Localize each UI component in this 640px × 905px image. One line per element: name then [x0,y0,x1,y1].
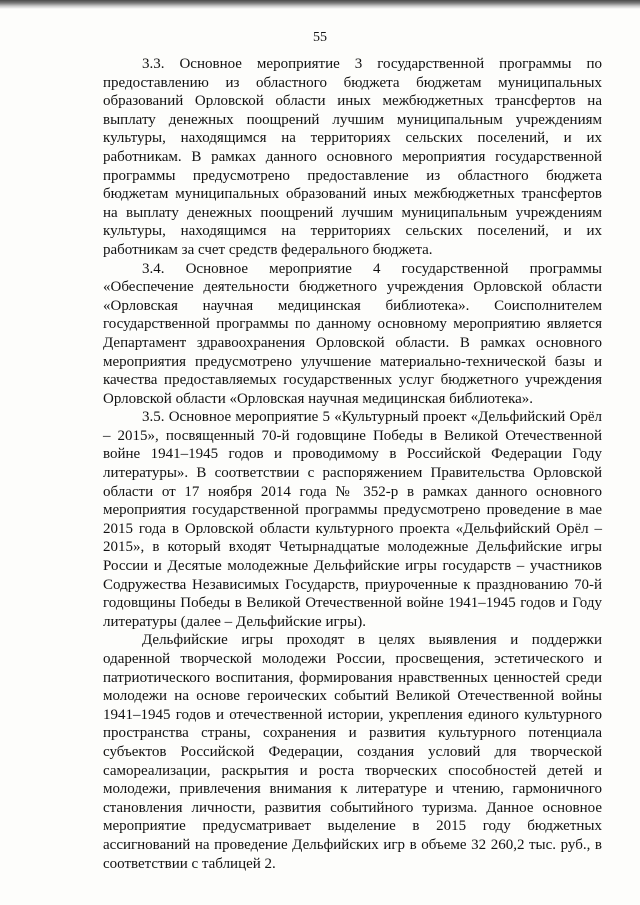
paragraph-3-3: 3.3. Основное мероприятие 3 государственной программы по предоставлению из областного бюджета бюджетам муниципальных образований Орловской области иных межбюджетных трансфертов на выплату денежных поощрений лучшим муниципальным учреждениям культуры, находящимся на территориях сельских поселений, и их работникам. В рамках данного основного мероприятия государственной программы предусмотрено предоставление из областного бюджета бюджетам муниципальных образований иных межбюджетных трансфертов на выплату денежных поощрений лучшим муниципальным учреждениям культуры, находящимся на территориях сельских поселений, и их работникам за счет средств федерального бюджета. [103,56,602,258]
paragraph-3-4: 3.4. Основное мероприятие 4 государственной программы «Обеспечение деятельности бюджетного учреждения Орловской области «Орловская научная медицинская библиотека». Соисполнителем государственной программы по данному основному мероприятию является Департамент здравоохранения Орловской области. В рамках основного мероприятия предусмотрено улучшение материально-технической базы и качества предоставляемых государственных услуг бюджетного учреждения Орловской области «Орловская научная медицинская библиотека». [103,260,602,407]
document-body [103,55,602,873]
paragraph-3-5: 3.5. Основное мероприятие 5 «Культурный проект «Дельфийский Орёл – 2015», посвященный 70-й годовщине Победы в Великой Отечественной войне 1941–1945 годов и проводимому в Российской Федерации Году литературы». В соответствии с распоряжением Правительства Орловской области от 17 ноября 2014 года № 352-р в рамках данного основного мероприятия государственной программы предусмотрено проведение в мае 2015 года в Орловской области культурного проекта «Дельфийский Орёл – 2015», в который входят Четырнадцатые молодежные Дельфийские игры России и Десятые молодежные Дельфийские игры государств – участников Содружества Независимых Государств, приуроченные к празднованию 70-й годовщины Победы в Великой Отечественной войне 1941–1945 годов и Году литературы (далее – Дельфийские игры). [103,409,602,630]
scan-top-edge [0,0,640,9]
page-number: 55 [313,30,327,45]
paragraph-delphic-games: Дельфийские игры проходят в целях выявления и поддержки одаренной творческой молодежи России, просвещения, эстетического и патриотического воспитания, формирования нравственных ценностей среди молодежи на основе героических событий Великой Отечественной войны 1941–1945 годов и отечественной истории, укрепления единого культурного пространства страны, сохранения и развития культурного потенциала субъектов Российской Федерации, создания условий для творческой самореализации, раскрытия и роста творческих способностей детей и молодежи, привлечения внимания к литературе и чтению, гармоничного становления личности, развития событийного туризма. Данное основное мероприятие предусматривает выделение в 2015 году бюджетных ассигнований на проведение Дельфийских игр в объеме 32 260,2 тыс. руб., в соответствии с таблицей 2. [103,632,602,872]
